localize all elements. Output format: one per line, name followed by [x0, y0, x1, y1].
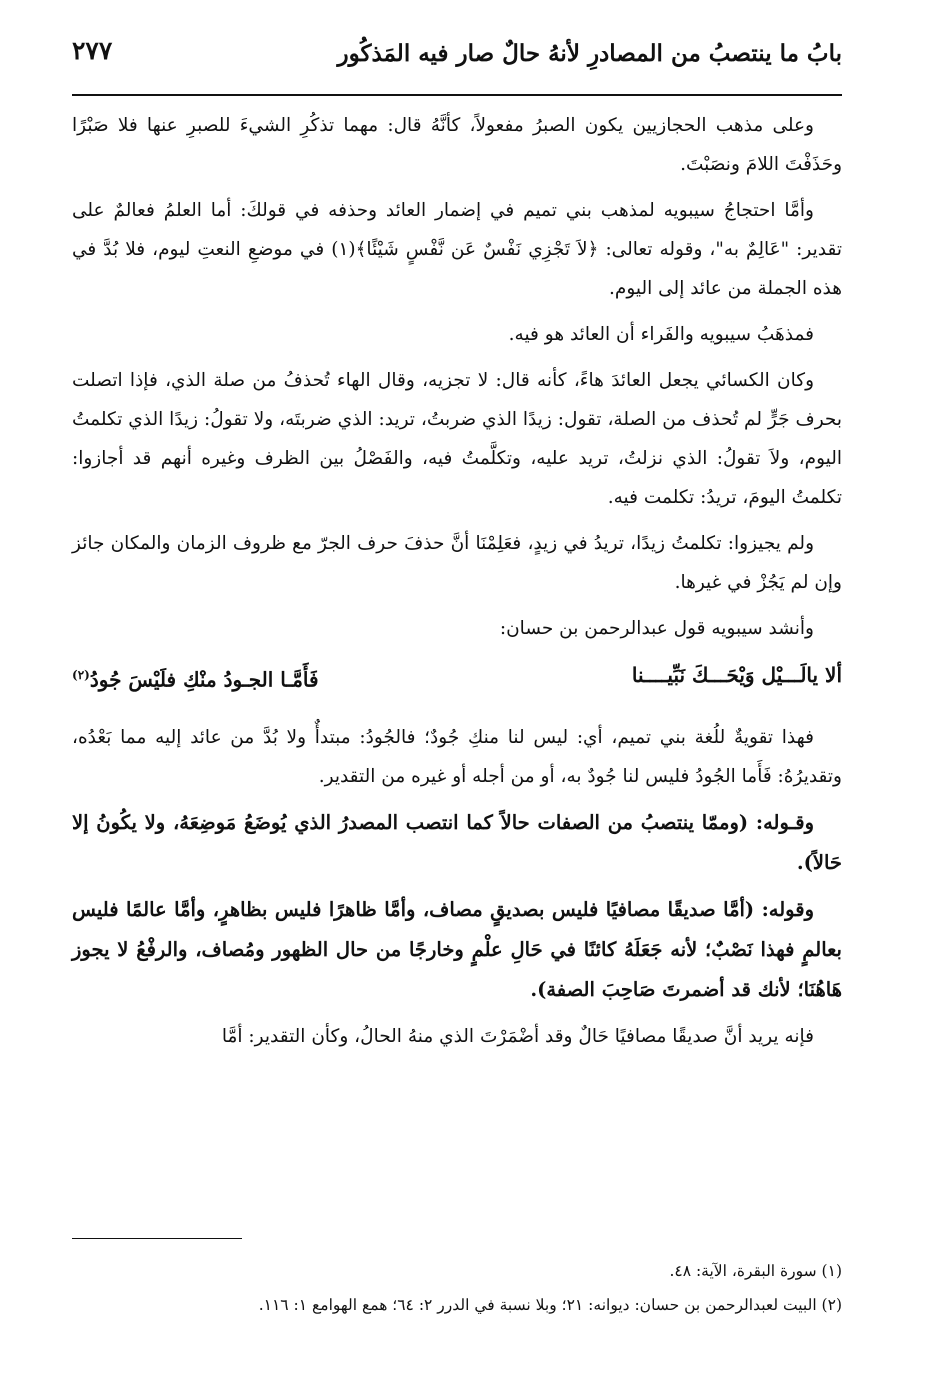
- page-number: ٢٧٧: [72, 36, 113, 65]
- paragraph: وأنشد سيبويه قول عبدالرحمن بن حسان:: [499, 618, 814, 639]
- verse-second-hemistich: فَأَمَّـا الجـودُ منْكِ فلَيْسَ جُودُ$^{(٢)}$: [72, 667, 319, 692]
- running-title: بابُ ما ينتصبُ من المصادرِ لأنهُ حالٌ صار فيه المَذكُور: [337, 40, 842, 67]
- paragraph: ولم يجيزوا: تكلمتُ زيدًا، تريدُ في زيدٍ، فعَلِمْنَا أنَّ حذفَ حرف الجرّ مع ظروف الزمان والمكان جائز وإن لم يَجُزْ في غيرها.: [72, 533, 842, 593]
- footnote-marker: (٢): [72, 668, 90, 682]
- verse-first-hemistich: ألا يالَـــيْل وَيْحَـــكَ نَبِّيــــنا: [631, 663, 842, 687]
- footnote: (٢) البيت لعبدالرحمن بن حسان: ديوانه: ٢١؛ وبلا نسبة في الدرر ٢: ٦٤؛ همع الهوامع ١: ١١٦.: [258, 1296, 842, 1314]
- poetry-verse: [72, 655, 842, 700]
- header-rule: [72, 94, 842, 96]
- page-header: [72, 22, 842, 82]
- book-page: [72, 22, 842, 1314]
- footnote: (١) سورة البقرة، الآية: ٤٨.: [669, 1262, 842, 1280]
- paragraph: فمذهَبُ سيبويه والفَراء أن العائد هو فيه.: [508, 324, 814, 345]
- footnotes: [72, 1254, 842, 1322]
- page-body: [72, 106, 842, 1063]
- quoted-text-paragraph: وقـوله: (وممّا ينتصبُ من الصفات حالاً كما انتصب المصدرُ الذي يُوضَعُ مَوضِعَهُ، ولا يكُونُ إلا حَالاً).: [72, 810, 842, 874]
- paragraph: فهذا تقويةٌ للُغة بني تميم، أي: ليس لنا منكِ جُودٌ؛ فالجُودُ: مبتدأٌ ولا بُدَّ من عائد إليه مما بَعْدُه، وتقديرُهُ: فَأَما الجُودُ فليس لنا جُودٌ به، أو من أجله أو غيره من التقدير.: [72, 726, 842, 787]
- footnote-rule: [72, 1238, 242, 1239]
- quoted-text-paragraph: وقوله: (أمَّا صديقًا مصافيًا فليس بصديقٍ مصاف، وأمَّا ظاهرًا فليس بظاهرٍ، وأمَّا عالمًا فليس بعالمٍ فهذا نَصْبٌ؛ لأنه جَعَلَهُ كائنًا في حَالِ علْمٍ وخارجًا من حال الظهور ومُصاف، والرفْعُ لا يجوز هَاهُنَا؛ لأنك قد أضمرتَ صَاحِبَ الصفة).: [72, 897, 842, 1001]
- paragraph: وكان الكسائي يجعل العائدَ هاءً، كأنه قال: لا تجزيه، وقال الهاء تُحذفُ من صلة الذي، فإذا اتصلت بحرف جَرٍّ لم تُحذف من الصلة، تقول: زيدًا الذي ضربتُ، تريد: الذي ضربتَه، ولا تقولُ: زيدًا الذي تكلمتُ اليوم، ولاَ تقولُ: الذي نزلتُ، تريد عليه، وتكلَّمتُ فيه، والفَصْلُ بين الظرف وغيره أنهم قد أجازوا: تكلمتُ اليومَ، تريدُ: تكلمت فيه.: [72, 370, 842, 508]
- paragraph: فإنه يريد أنَّ صديقًا مصافيًا حَالٌ وقد أضْمَرْتَ الذي منهُ الحالُ، وكأن التقدير: أمَّا: [221, 1025, 814, 1047]
- paragraph: وأمَّا احتجاجُ سيبويه لمذهب بني تميم في إضمار العائد وحذفه في قولكَ: أما العلمُ فعالمٌ على تقدير: "عَالِمٌ به"، وقوله تعالى: ﴿لاَ تَجْزِي نَفْسٌ عَن نَّفْسٍ شَيْئًا﴾(١) في موضعِ النعتِ ليوم، فلا بُدَّ في هذه الجملة من عائد إلى اليوم.: [72, 200, 842, 299]
- paragraph: وعلى مذهب الحجازيين يكون الصبرُ مفعولاً، كأنَّهُ قال: مهما تذكُرِ الشيءَ للصبرِ عنها فلا صَبْرًا وحَذَفْتَ اللامَ ونصَبْتَ.: [72, 115, 842, 175]
